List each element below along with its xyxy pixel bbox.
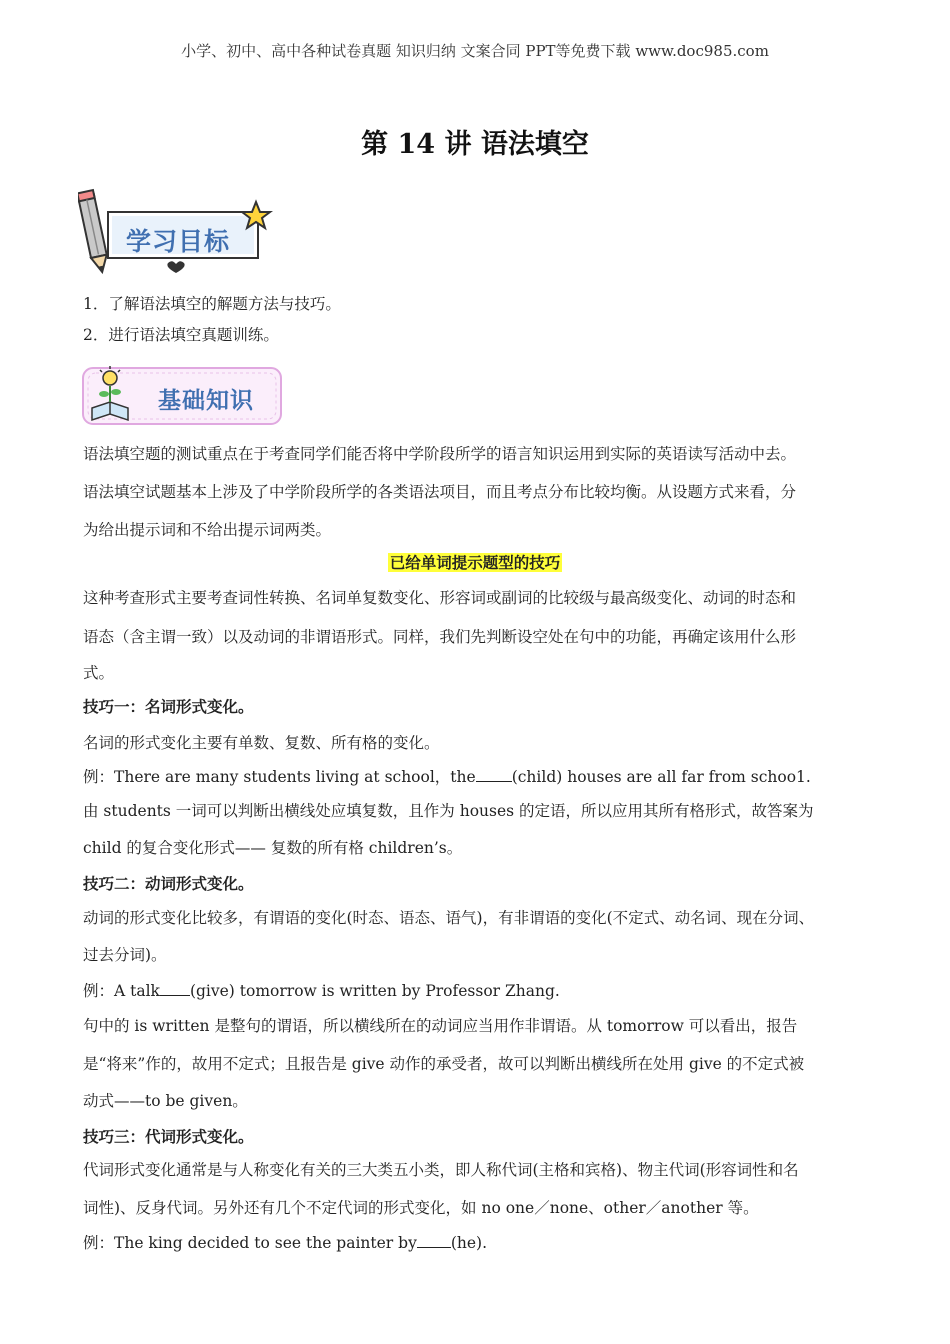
tip2-explain-line: 句中的 is written 是整句的谓语，所以横线所在的动词应当用作非谓语。从 tomorrow 可以看出，报告 — [83, 1017, 798, 1035]
tip2-heading: 技巧二：动词形式变化。 — [83, 874, 254, 893]
goal-item: 2．进行语法填空真题训练。 — [83, 326, 279, 344]
intro-line: 语法填空试题基本上涉及了中学阶段所学的各类语法项目，而且考点分布比较均衡。从设题方式来看，分 — [83, 483, 797, 501]
tip1-heading: 技巧一：名词形式变化。 — [83, 697, 254, 716]
example-text: 例：The king decided to see the painter by — [83, 1234, 417, 1252]
section-heading-wrap — [0, 551, 950, 573]
answer-blank — [417, 1233, 451, 1248]
basic-knowledge-badge — [80, 362, 286, 430]
tip3-heading: 技巧三：代词形式变化。 — [83, 1127, 254, 1146]
example-text: (give) tomorrow is written by Professor Zhang. — [189, 982, 560, 1000]
intro-line: 为给出提示词和不给出提示词两类。 — [83, 521, 332, 539]
tip1-example — [83, 765, 811, 787]
example-text: (he). — [450, 1234, 488, 1252]
tip1-explain-line: 由 students 一词可以判断出横线处应填复数，且作为 houses 的定语，所以应用其所有格形式，故答案为 — [83, 802, 814, 820]
example-text: 例：There are many students living at school，the — [83, 768, 476, 786]
page-title: 第 14 讲 语法填空 — [361, 129, 589, 160]
example-text: 例：A talk — [83, 982, 160, 1000]
tip2-desc-line: 动词的形式变化比较多，有谓语的变化(时态、语态、语气)，有非谓语的变化(不定式、动名词、现在分词、 — [83, 909, 815, 927]
tip2-explain-line: 动式——to be given。 — [83, 1092, 248, 1110]
tip3-desc-line: 词性)、反身代词。另外还有几个不定代词的形式变化，如 no one／none、other／another 等。 — [83, 1199, 759, 1217]
example-text: (child) houses are all far from schoo1. — [511, 768, 811, 786]
section-intro-line: 式。 — [83, 664, 115, 682]
learning-goals-badge — [78, 188, 274, 280]
page-header: 小学、初中、高中各种试卷真题 知识归纳 文案合同 PPT等免费下载 www.doc985.com — [181, 42, 769, 60]
tip2-explain-line: 是“将来”作的，故用不定式；且报告是 give 动作的承受者，故可以判断出横线所在处用 give 的不定式被 — [83, 1055, 805, 1073]
intro-line: 语法填空题的测试重点在于考查同学们能否将中学阶段所学的语言知识运用到实际的英语读写活动中去。 — [83, 445, 797, 463]
tip3-desc-line: 代词形式变化通常是与人称变化有关的三大类五小类，即人称代词(主格和宾格)、物主代词(形容词性和名 — [83, 1161, 799, 1179]
basic-knowledge-label: 基础知识 — [158, 388, 254, 414]
learning-goals-label: 学习目标 — [126, 227, 231, 256]
tip1-explain-line: child 的复合变化形式—— 复数的所有格 children’s。 — [83, 839, 463, 857]
answer-blank — [476, 767, 512, 782]
goal-item: 1．了解语法填空的解题方法与技巧。 — [83, 295, 341, 313]
tip1-desc: 名词的形式变化主要有单数、复数、所有格的变化。 — [83, 734, 440, 752]
tip2-example — [83, 979, 560, 1001]
tip2-desc-line: 过去分词)。 — [83, 946, 167, 964]
section-intro-line: 这种考查形式主要考查词性转换、名词单复数变化、形容词或副词的比较级与最高级变化、动词的时态和 — [83, 589, 797, 607]
answer-blank — [160, 981, 190, 996]
tip3-example — [83, 1231, 487, 1253]
section-heading: 已给单词提示题型的技巧 — [389, 553, 561, 572]
section-intro-line: 语态（含主谓一致）以及动词的非谓语形式。同样，我们先判断设空处在句中的功能，再确定该用什么形 — [83, 628, 797, 646]
